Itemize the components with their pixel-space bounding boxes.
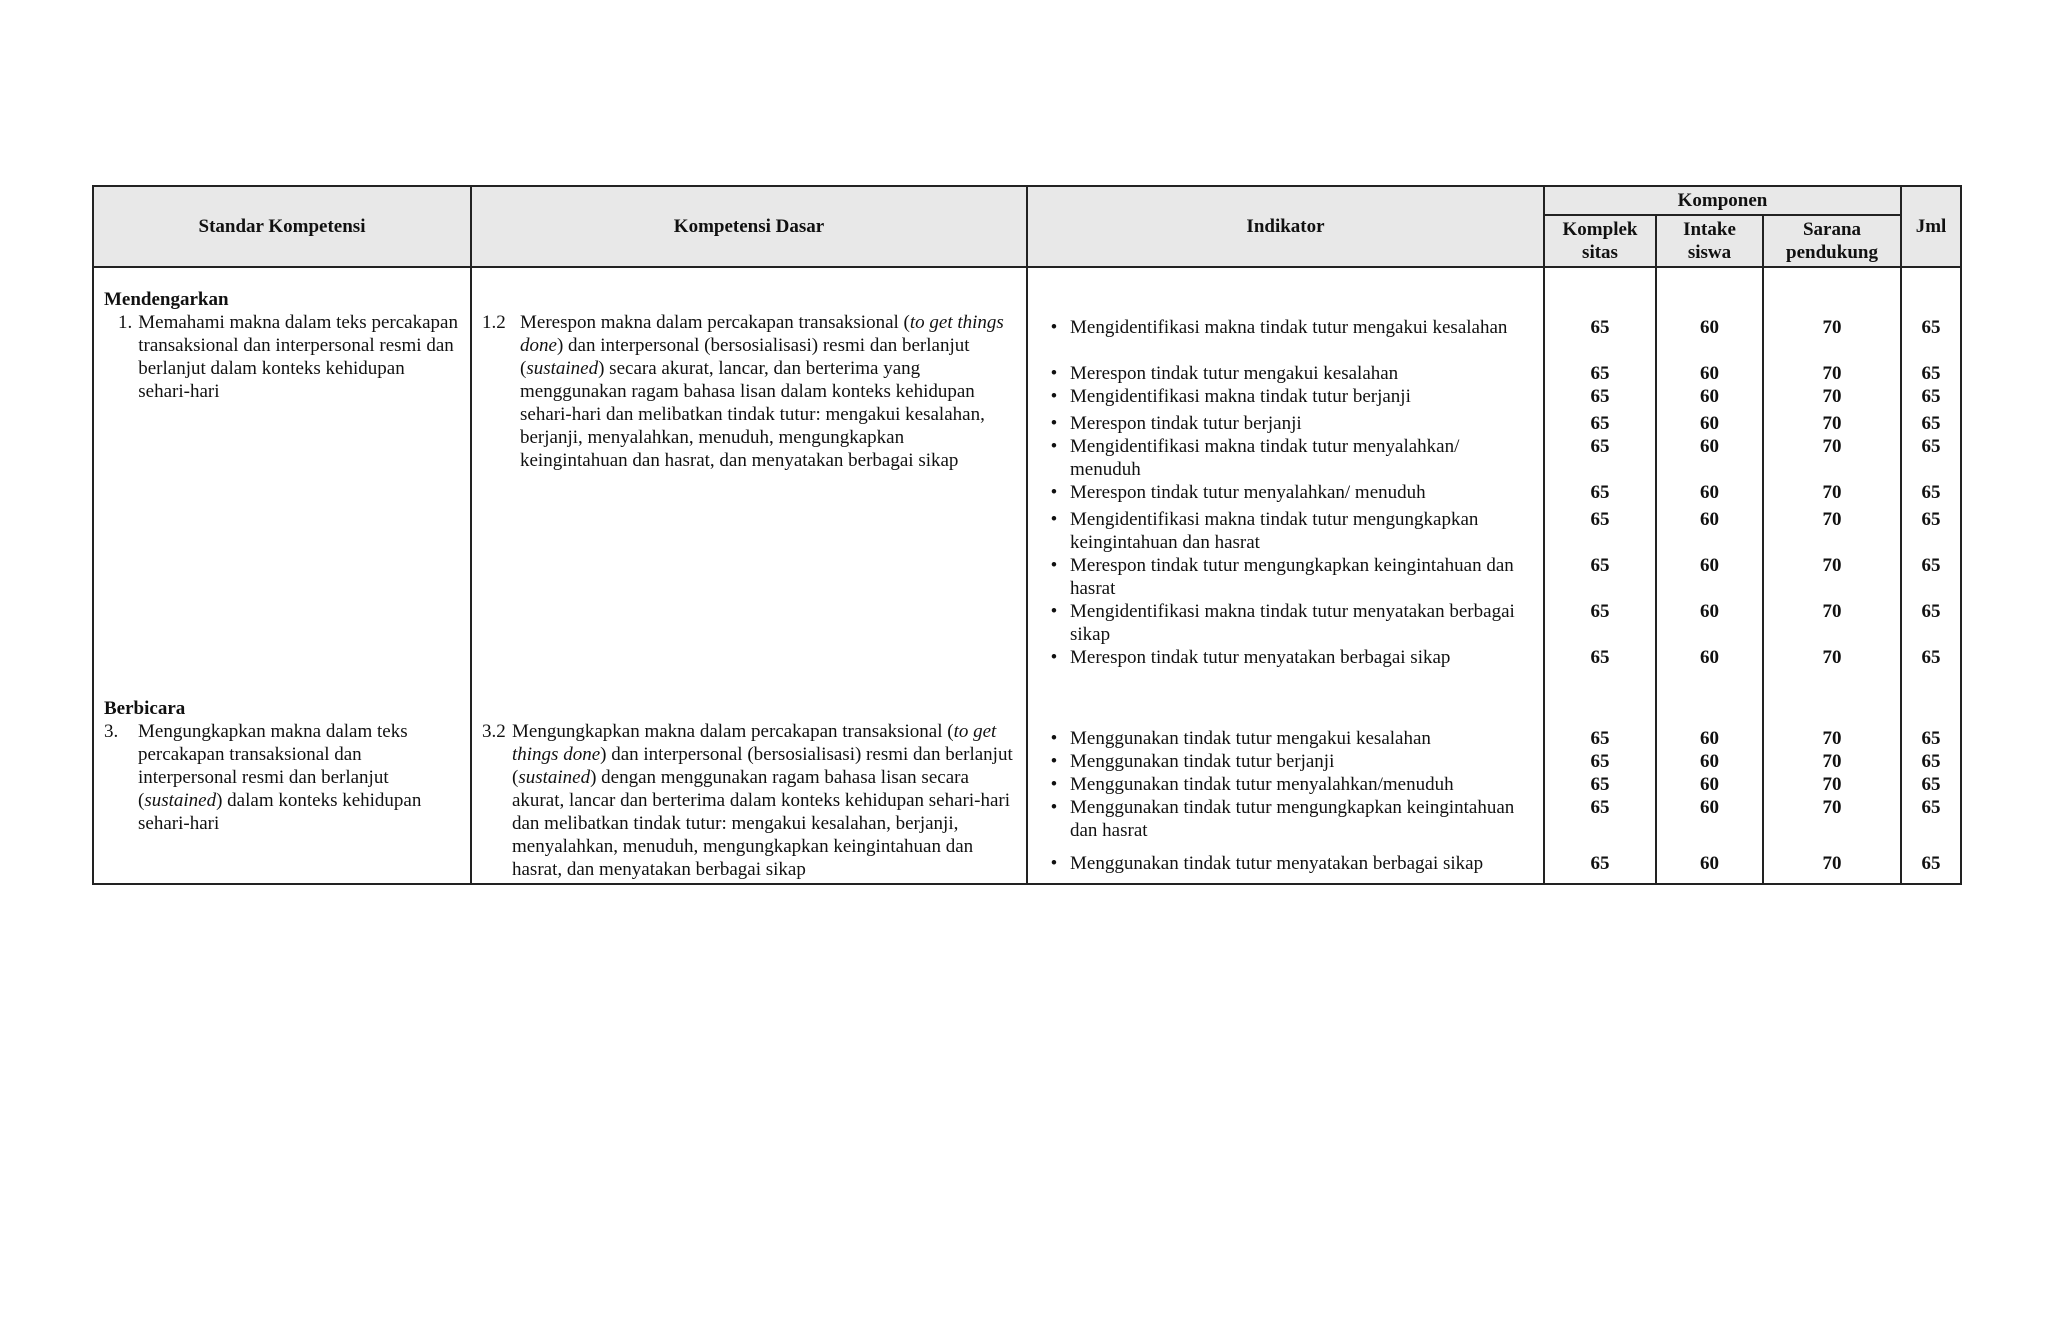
header-kompleksitas: Komplek sitas [1544,215,1656,267]
header-jml: Jml [1901,186,1961,267]
section-row-mendengarkan [93,288,1961,669]
list-item: • Menggunakan tindak tutur mengungkapkan keingintahuan dan hasrat [1050,797,1515,841]
standar-kompetensi-cell [93,288,471,669]
value-cell: 70 [1822,482,1842,503]
list-item: • Menggunakan tindak tutur berjanji [1050,751,1335,772]
kkm-document [92,185,1960,885]
value-cell: 65 [1590,317,1610,338]
value-cell: 65 [1590,386,1610,407]
kd-number: 1.2 [482,312,506,333]
value-cell: 65 [1590,436,1610,457]
value-cell: 70 [1822,728,1842,749]
value-cell: 60 [1700,601,1719,622]
value-cell: 60 [1700,317,1719,338]
value-cell: 70 [1822,555,1842,576]
value-cell: 70 [1822,413,1842,434]
value-cell: 65 [1590,853,1610,874]
value-cell: 60 [1700,413,1719,434]
value-cell: 60 [1700,647,1719,668]
list-item: • Merespon tindak tutur mengungkapkan keingintahuan dan hasrat [1050,555,1514,599]
value-cell: 70 [1822,386,1842,407]
sk-number: 1. [118,312,133,333]
value-cell: 65 [1921,601,1941,622]
value-cell: 70 [1822,647,1842,668]
value-cell: 60 [1700,386,1719,407]
indikator-list [1038,727,1533,875]
section-title: Mendengarkan [104,289,229,310]
intake-cell [1656,697,1763,884]
value-cell: 70 [1822,601,1842,622]
intake-cell [1656,288,1763,669]
value-cell: 65 [1921,751,1941,772]
value-cell: 65 [1921,413,1941,434]
indikator-list [1038,316,1533,669]
list-item: • Merespon tindak tutur menyatakan berbagai sikap [1050,647,1451,668]
list-item: • Menggunakan tindak tutur menyatakan berbagai sikap [1050,853,1484,874]
value-cell: 65 [1921,647,1941,668]
value-cell: 65 [1921,555,1941,576]
value-cell: 65 [1590,509,1610,530]
value-cell: 65 [1590,363,1610,384]
value-cell: 70 [1822,797,1842,818]
value-cell: 65 [1921,797,1941,818]
value-cell: 70 [1822,751,1842,772]
standar-kompetensi-cell [93,697,471,884]
header-kompetensi-dasar: Kompetensi Dasar [471,186,1027,267]
kompetensi-dasar-cell [471,697,1027,884]
sk-text: Mengungkapkan makna dalam teks percakapan transaksional dan interpersonal resmi dan berlanjut (sustained) dalam konteks kehidupan sehari-hari [138,721,422,834]
value-cell: 65 [1590,601,1610,622]
list-item: • Merespon tindak tutur mengakui kesalahan [1050,363,1399,384]
value-cell: 65 [1921,436,1941,457]
value-cell: 70 [1822,363,1842,384]
value-cell: 65 [1921,728,1941,749]
sarana-cell [1763,288,1901,669]
value-cell: 65 [1590,555,1610,576]
value-cell: 60 [1700,509,1719,530]
value-cell: 60 [1700,482,1719,503]
value-cell: 60 [1700,555,1719,576]
value-cell: 65 [1590,728,1610,749]
value-cell: 70 [1822,853,1842,874]
list-item: • Mengidentifikasi makna tindak tutur menyatakan berbagai sikap [1050,601,1515,645]
value-cell: 65 [1590,751,1610,772]
value-cell: 65 [1921,386,1941,407]
kd-text: Mengungkapkan makna dalam percakapan transaksional (to get things done) dan interpersonal (bersosialisasi) resmi dan berlanjut (sustained) dengan menggunakan ragam bahasa lisan secara akurat, lancar dan berterima dalam konteks kehidupan sehari-hari dan melibatkan tindak tutur: mengakui kesalahan, berjanji, menyalahkan, menuduh, mengungkapkan keingintahuan dan hasrat, dan menyatakan berbagai sikap [512,721,1013,880]
kompetensi-dasar-cell [471,288,1027,669]
jml-cell [1901,288,1961,669]
section-title: Berbicara [104,698,186,719]
value-cell: 65 [1921,317,1941,338]
list-item: • Mengidentifikasi makna tindak tutur berjanji [1050,386,1411,407]
list-item: • Mengidentifikasi makna tindak tutur mengungkapkan keingintahuan dan hasrat [1050,509,1479,553]
list-item: • Mengidentifikasi makna tindak tutur menyalahkan/ menuduh [1050,436,1460,480]
value-cell: 70 [1822,317,1842,338]
value-cell: 65 [1590,797,1610,818]
list-item: • Mengidentifikasi makna tindak tutur mengakui kesalahan [1050,317,1508,338]
kkm-table [92,185,1962,885]
kompleksitas-cell [1544,697,1656,884]
value-cell: 60 [1700,797,1719,818]
value-cell: 60 [1700,853,1719,874]
value-cell: 65 [1921,482,1941,503]
sarana-cell [1763,697,1901,884]
value-cell: 60 [1700,774,1719,795]
value-cell: 65 [1921,774,1941,795]
value-cell: 70 [1822,436,1842,457]
value-cell: 60 [1700,751,1719,772]
sk-text: Memahami makna dalam teks percakapan transaksional dan interpersonal resmi dan berlanjut dalam konteks kehidupan sehari-hari [138,312,458,402]
indikator-cell [1027,288,1544,669]
list-item: • Menggunakan tindak tutur mengakui kesalahan [1050,728,1431,749]
value-cell: 65 [1921,509,1941,530]
value-cell: 65 [1590,647,1610,668]
value-cell: 60 [1700,728,1719,749]
value-cell: 65 [1590,774,1610,795]
value-cell: 60 [1700,363,1719,384]
indikator-cell [1027,697,1544,884]
header-indikator: Indikator [1027,186,1544,267]
value-cell: 70 [1822,774,1842,795]
value-cell: 65 [1921,363,1941,384]
header-standar-kompetensi: Standar Kompetensi [93,186,471,267]
value-cell: 65 [1590,482,1610,503]
sk-number: 3. [104,721,119,742]
value-cell: 70 [1822,509,1842,530]
header-komponen: Komponen [1544,186,1901,215]
value-cell: 65 [1921,853,1941,874]
header-sarana-pendukung: Sarana pendukung [1763,215,1901,267]
value-cell: 60 [1700,436,1719,457]
value-cell: 65 [1590,413,1610,434]
list-item: • Merespon tindak tutur berjanji [1050,413,1302,434]
kd-text: Merespon makna dalam percakapan transaksional (to get things done) dan interpersonal (bersosialisasi) resmi dan berlanjut (sustained) secara akurat, lancar, dan berterima yang menggunakan ragam bahasa lisan dalam konteks kehidupan sehari-hari dan melibatkan tindak tutur: mengakui kesalahan, berjanji, menyalahkan, menuduh, mengungkapkan keingintahuan dan hasrat, dan menyatakan berbagai sikap [520,312,1004,471]
jml-cell [1901,697,1961,884]
kd-number: 3.2 [482,721,506,742]
list-item: • Menggunakan tindak tutur menyalahkan/menuduh [1050,774,1454,795]
section-row-berbicara [93,697,1961,884]
kompleksitas-cell [1544,288,1656,669]
header-intake-siswa: Intake siswa [1656,215,1763,267]
list-item: • Merespon tindak tutur menyalahkan/ menuduh [1050,482,1426,503]
